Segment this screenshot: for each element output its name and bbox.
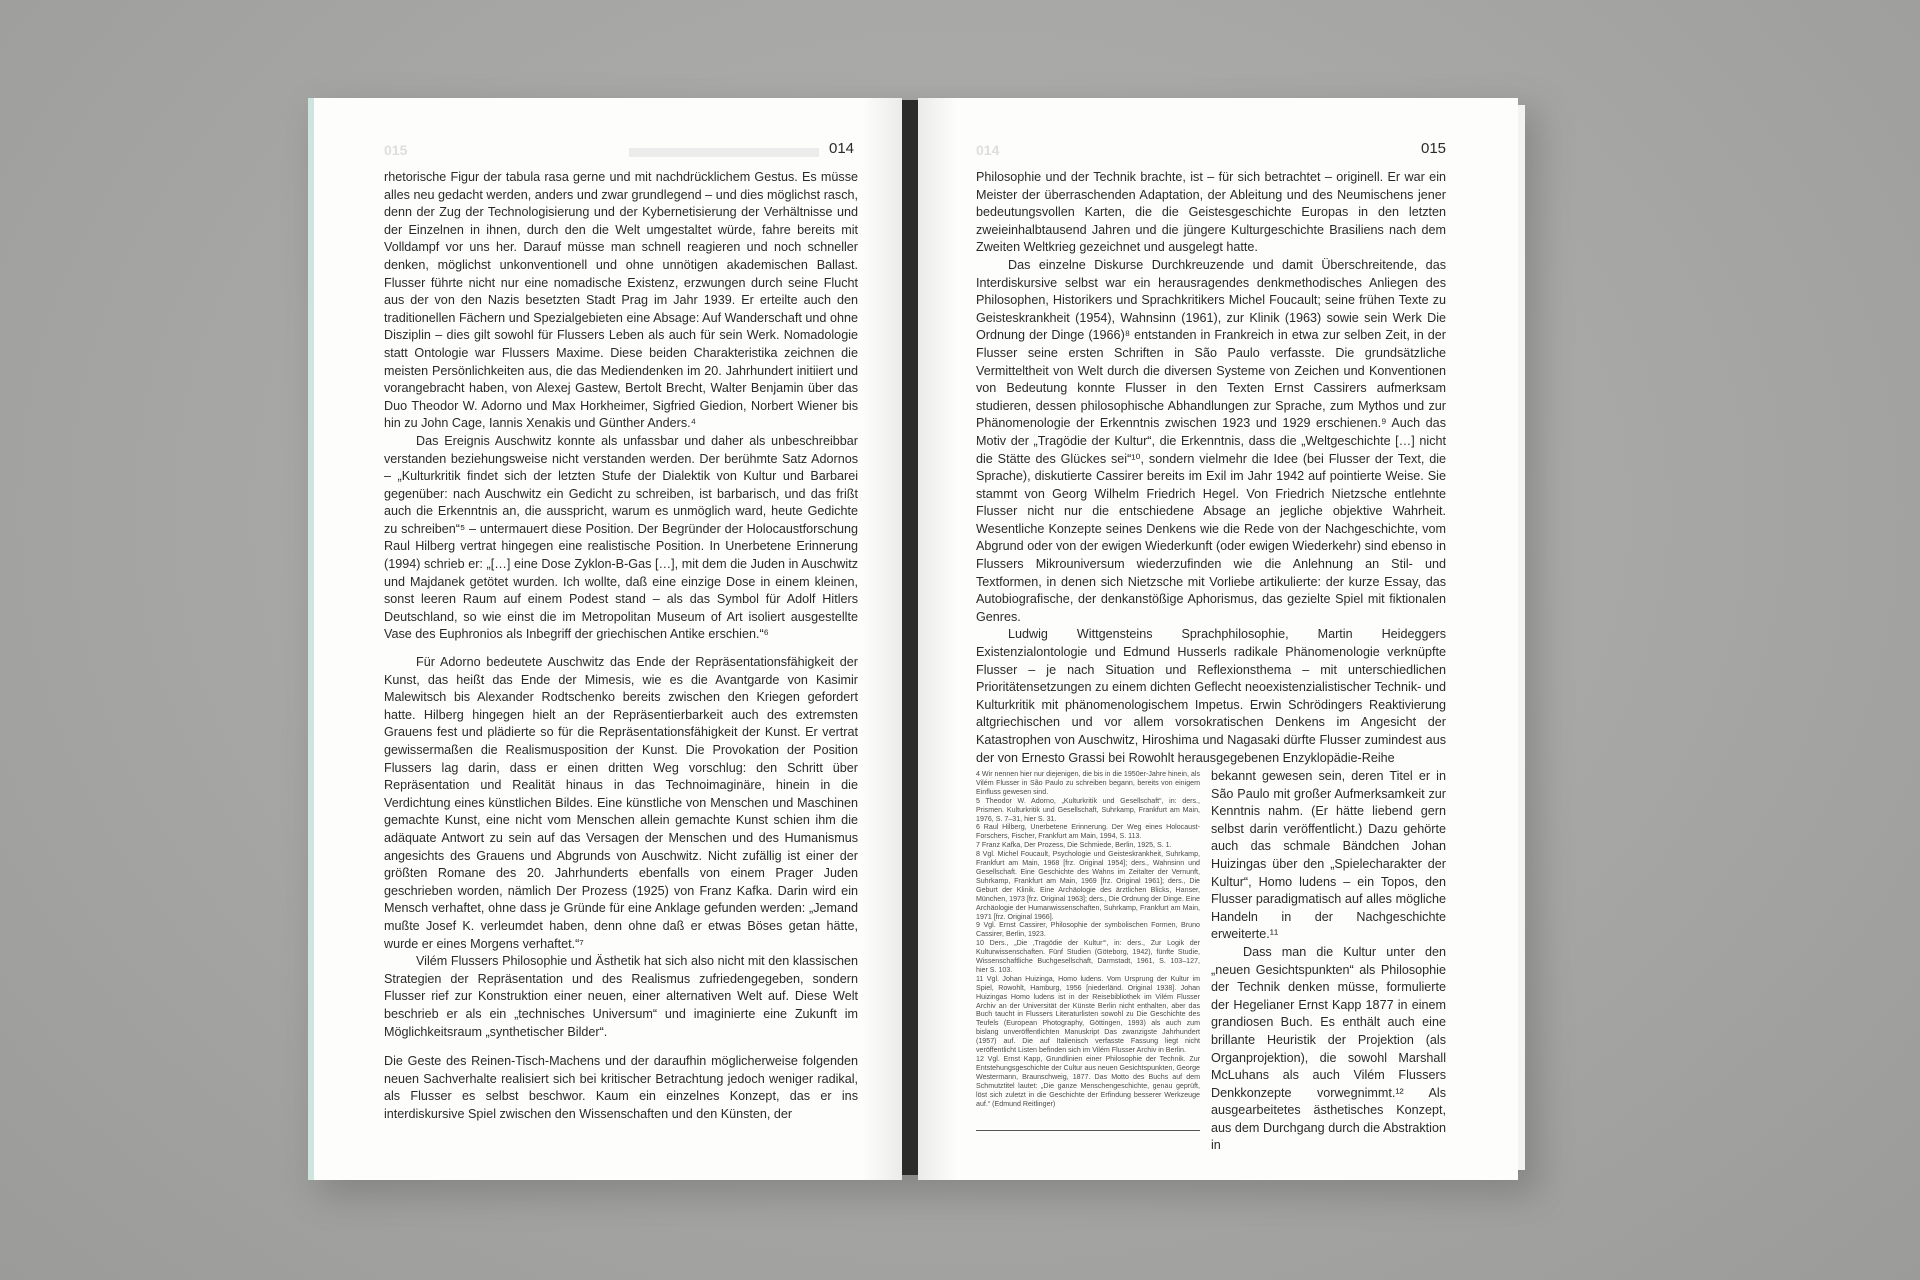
paragraph: Das einzelne Diskurse Durchkreuzende und damit Überschreitende, das Interdiskursive selbst war ein herausragendes denkmethodisches Anliegen des Philosophen, Historikers und Sprachkritikers Michel Foucault; seine frühen Texte zu Geisteskrankheit (1954), Wahnsinn (1961), zur Klinik (1963) sowie sein Werk Die Ordnung der Dinge (1966)⁸ entstanden in Frankreich in etwa zur selben Zeit, in der Flusser seine ersten Schriften in São Paulo verfasste. Die grundsätzliche Vermitteltheit von Welt durch die diversen Systeme von Zeichen und Konventionen von Bedeutung konnte Flusser in den Texten Ernst Cassirers aufmerksam studieren, dessen philosophische Abhandlungen zur Sprache, zum Mythos und zur Phänomenologie der Erkenntnis zwischen 1923 und 1929 erschienen.⁹ Auch das Motiv der „Tragödie der Kultur“, die Erkenntnis, dass die „Weltgeschichte […] nicht die Stätte des Glückes sei“¹⁰, sondern vielmehr die Idee (bei Flusser der Text, die Sprache), diskutierte Cassirer bereits im Exil im Jahr 1942 auf pointierte Weise. Sie stammt von Georg Wilhelm Friedrich Hegel. Von Friedrich Nietzsche entlehnte Flusser nicht nur die entschiedene Absage an jegliche objektive Wahrheit. Wesentliche Konzepte seines Denkens wie die Rede von der Nachgeschichte, vom Abgrund oder von der ewigen Wiederkunft (oder ewigen Wiederkehr) sind ebenso in Flussers Mikrouniversum wiederzufinden wie die Anlehnung an Stil- und Textformen, in denen sich Nietzsche mit Vorliebe artikulierte: der kurze Essay, das Autobiografische, der denkanstößige Aphorismus, das gezielte Spiel mit fiktionalen Genres.: [976, 257, 1446, 624]
page-number-left: 014: [829, 140, 855, 157]
paragraph: Vilém Flussers Philosophie und Ästhetik hat sich also nicht mit den klassischen Strategien der Repräsentation und des Realismus zufriedengegeben, sondern Flusser rief zur Konstruktion einer neuen, einer alternativen Welt auf. Diese Welt beschrieb er als ein „technisches Universum“ und imaginierte eine Zukunft im Möglichkeitsraum „synthetischer Bilder“.: [384, 954, 858, 1039]
footnote: 7 Franz Kafka, Der Prozess, Die Schmiede, Berlin, 1925, S. 1.: [976, 841, 1172, 850]
right-column-text: [1211, 768, 1446, 1155]
gutter-shadow: [862, 98, 902, 1180]
paragraph: rhetorische Figur der tabula rasa gerne und mit nachdrücklichem Gestus. Es müsse alles neu gedacht werden, anders und zwar grundlegend – und dies möglichst rasch, denn der Zug der Technologisierung und der Kybernetisierung der Verhältnisse und der Einzelnen in ihnen, durch den die Welt umgestaltet würde, fahre bereits mit Volldampf vor uns her. Darauf müsse man schnell reagieren und noch schneller denken, möglichst unkonventionell und ohne unnötigen akademischen Ballast. Flusser führte nicht nur eine nomadische Existenz, erzwungen durch seine Flucht aus der von den Nazis besetzten Stadt Prag im Jahr 1939. Er erteilte auch den traditionellen Fächern und Spezialgebieten eine Absage: Auf Wanderschaft und ohne Disziplin – dies gilt sowohl für Flussers Leben als auch für sein Werk. Nomadologie statt Ontologie war Flussers Maxime. Diese beiden Charakteristika zeichnen die meisten Persönlichkeiten aus, die das Mediendenken im 20. Jahrhundert initiiert und vorangebracht haben, von Alexej Gastew, Bertolt Brecht, Walter Benjamin über das Duo Theodor W. Adorno und Max Horkheimer, Sigfried Giedion, Norbert Wiener bis hin zu John Cage, Iannis Xenakis und Günther Anders.⁴: [384, 170, 858, 431]
paragraph: Für Adorno bedeutete Auschwitz das Ende der Repräsentationsfähigkeit der Kunst, das heißt das Ende der Mimesis, wie es die Avantgarde von Kasimir Malewitsch bis Alexander Rodtschenko bereits zwischen den Kriegen gefordert hatte. Hilberg hingegen hielt an der Repräsentierbarkeit auch des extremsten Grauens fest und plädierte so für die Repräsentationsfähigkeit der Kunst. Er vertrat gewissermaßen die Realismusposition der Kunst. Die Provokation der Position Flussers lag darin, dass er einen dritten Weg vorschlug: den Schritt über Repräsentation und Realität hinaus in das Technoimaginäre, hinein in die Verdichtung eines künstlichen Bildes. Eine künstliche von Menschen und Maschinen gemachte Kunst, eine nicht vom Menschen allein gemachte Kunst schien ihm die adäquate Antwort zu sein auf das Versagen der Menschen und des Humanismus angesichts des Grauens und Abgrunds von Auschwitz. Nicht zufällig ist einer der größten Romane des 20. Jahrhunderts ebenfalls von einem Prager Juden geschrieben worden, nämlich Der Prozess (1925) von Franz Kafka. Darin wird ein Mensch verhaftet, ohne dass je Gründe für eine Anklage gefunden werden: „Jemand mußte Josef K. verleumdet haben, denn ohne daß er etwas Böses getan hätte, wurde er eines Morgens verhaftet.“⁷: [384, 655, 858, 951]
page-number-right: 015: [1421, 140, 1447, 157]
show-through-page-number: 015: [384, 142, 408, 158]
footnote: 5 Theodor W. Adorno, „Kulturkritik und Gesellschaft“, in: ders., Prismen. Kulturkritik und Gesellschaft, Suhrkamp, Frankfurt am Main, 1976, S. 7–31, hier S. 31.: [976, 796, 1200, 823]
footnote: 8 Vgl. Michel Foucault, Psychologie und Geisteskrankheit, Suhrkamp, Frankfurt am Main, 1968 [frz. Original 1954]; ders., Wahnsinn und Gesellschaft. Eine Geschichte des Wahns im Zeitalter der Vernunft, Suhrkamp, Frankfurt am Main, 1969 [frz. Original 1961]; ders., Die Geburt der Klinik. Eine Archäologie des ärztlichen Blicks, Hanser, München, 1973 [frz. Original 1963]; ders., Die Ordnung der Dinge. Eine Archäologie der Humanwissenschaften, Suhrkamp, Frankfurt am Main, 1971 [frz. Original 1966].: [976, 850, 1200, 921]
gutter-shadow: [918, 98, 958, 1180]
paragraph: Ludwig Wittgensteins Sprachphilosophie, Martin Heideggers Existenzialontologie und Edmund Husserls radikale Phänomenologie verknüpfte Flusser – je nach Situation und Reflexionsthema – mit unterschiedlichen Prioritätensetzungen zu einem dichten Geflecht neoexistenzialistischer Technik- und Kulturkritik mit phänomenologischem Impetus. Erwin Schrödingers Reaktivierung altgriechischen und vor allem vorsokratischen Denkens im Angesicht der Katastrophen von Auschwitz, Hiroshima und Nagasaki dürfte Flusser zumindest aus der von Ernesto Grassi bei Rowohlt herausgegebenen Enzyklopädie-Reihe: [976, 627, 1446, 765]
footnote-rule: [976, 1130, 1200, 1131]
paragraph: bekannt gewesen sein, deren Titel er in São Paulo mit großer Aufmerksamkeit zur Kenntnis nahm. (Er hätte liebend gern selbst darin veröffentlicht.) Dazu gehörte auch das schmale Bändchen Johan Huizingas über den „Spielecharakter der Kultur“, Homo ludens – ein Topos, den Flusser paradigmatisch auf alles mögliche Handeln in der Nachgeschichte erweiterte.¹¹: [1211, 769, 1446, 942]
left-page-body: [384, 169, 858, 1123]
right-page-body: [976, 169, 1446, 767]
show-through-page-number: 014: [976, 142, 1000, 158]
paragraph: Das Ereignis Auschwitz konnte als unfassbar und daher als unbeschreibbar verstanden beziehungsweise nicht verstanden werden. Der berühmte Satz Adornos – „Kulturkritik findet sich der letzten Stufe der Dialektik von Kultur und Barbarei gegenüber: nach Auschwitz ein Gedicht zu schreiben, ist barbarisch, und das frißt auch die Erkenntnis an, die ausspricht, warum es unmöglich ward, heute Gedichte zu schreiben“⁵ – untermauert diese Position. Der Begründer der Holocaustforschung Raul Hilberg vertrat hingegen eine realistische Position. In Unerbetene Erinnerung (1994) schrieb er: „[…] eine Dose Zyklon-B-Gas […], mit dem die Juden in Auschwitz und Majdanek getötet wurden. Ich wollte, daß eine einzige Dose in einem kleinen, sonst leeren Raum auf einem Podest stand – als das Symbol für Adolf Hitlers Deutschland, so wie einst die im Metropolitan Museum of Art isoliert ausgestellte Vase des Euphronios als Inbegriff der griechischen Antike erschien.“⁶: [384, 433, 858, 642]
paragraph: Dass man die Kultur unter den „neuen Gesichtspunkten“ als Philosophie der Technik denken müsse, formulierte der Hegelianer Ernst Kapp 1877 in einem grandiosen Buch. Es enthält auch eine brillante Heuristik der Projektion (als Organprojektion), die sowohl Marshall McLuhans als auch Vilém Flussers Denkkonzepte vorwegnimmt.¹² Als ausgearbeitetes ästhetisches Konzept, aus dem Durchgang durch die Abstraktion in: [1211, 944, 1446, 1153]
right-page: [918, 98, 1518, 1180]
footnote: 10 Ders., „Die ‚Tragödie der Kultur‘“, in: ders., Zur Logik der Kulturwissenschaften. Fünf Studien (Göteborg, 1942), fünfte Studie, Wissenschaftliche Buchgesellschaft, Darmstadt, 1961, S. 103–127, hier S. 103.: [976, 939, 1200, 974]
footnote: 9 Vgl. Ernst Cassirer, Philosophie der symbolischen Formen, Bruno Cassirer, Berlin, 1923.: [976, 921, 1200, 939]
show-through-text: [629, 148, 819, 157]
footnote: 4 Wir nennen hier nur diejenigen, die bis in die 1950er-Jahre hinein, als Vilém Flusser in São Paulo zu schreiben begann, bereits von einigem Einfluss gewesen sind.: [976, 770, 1200, 796]
footnote: 6 Raul Hilberg, Unerbetene Erinnerung. Der Weg eines Holocaust-Forschers, Fischer, Frankfurt am Main, 1994, S. 113.: [976, 823, 1200, 841]
paragraph: Die Geste des Reinen-Tisch-Machens und der daraufhin möglicherweise folgenden neuen Sachverhalte realisiert sich bei kritischer Betrachtung jedoch weniger radikal, als Flusser es selbst beschwor. Kaum ein einzelnes Konzept, das er ins interdiskursive Spiel zwischen den Wissenschaften und den Künsten, der: [384, 1054, 858, 1121]
footnote: 11 Vgl. Johan Huizinga, Homo ludens. Vom Ursprung der Kultur im Spiel, Rowohlt, Hamburg, 1956 [niederländ. Original 1938]. Johan Huizingas Homo ludens ist in der Reisebibliothek im Vilém Flusser Archiv an der Universität der Künste Berlin nicht enthalten, aber das Buch taucht in Flussers Literaturlisten sowohl zu Die Geschichte des Teufels (European Photography, Göttingen, 1993) als auch zum bislang unveröffentlichten Manuskript Das zwanzigste Jahrhundert (1957) auf. Die auf Italienisch verfasste Fassung liegt nicht veröffentlicht Listen befinden sich im Vilém Flusser Archiv in Berlin.: [976, 974, 1200, 1055]
paragraph: Philosophie und der Technik brachte, ist – für sich betrachtet – originell. Er war ein Meister der überraschenden Adaptation, der Ableitung und des Neumischens jener bedeutungsvollen Karten, die die Geistesgeschichte Europas in den letzten zweieinhalbtausend Jahren und die jüngere Kulturgeschichte Brasiliens nach dem Zweiten Weltkrieg gezeichnet und ausgelegt hatte.: [976, 170, 1446, 255]
footnote: 12 Vgl. Ernst Kapp, Grundlinien einer Philosophie der Technik. Zur Entstehungsgeschichte der Cultur aus neuen Gesichtspunkten, George Westermann, Braunschweig, 1877. Das Motto des Buchs auf dem Schmutztitel lautet: „Die ganze Menschengeschichte, genau geprüft, löst sich zuletzt in die Geschichte der Erfindung besserer Werkzeuge auf.“ (Edmund Reitlinger): [976, 1055, 1200, 1108]
footnote-section: [976, 768, 1446, 1153]
left-page: [308, 98, 902, 1180]
footnotes: [976, 770, 1200, 1108]
